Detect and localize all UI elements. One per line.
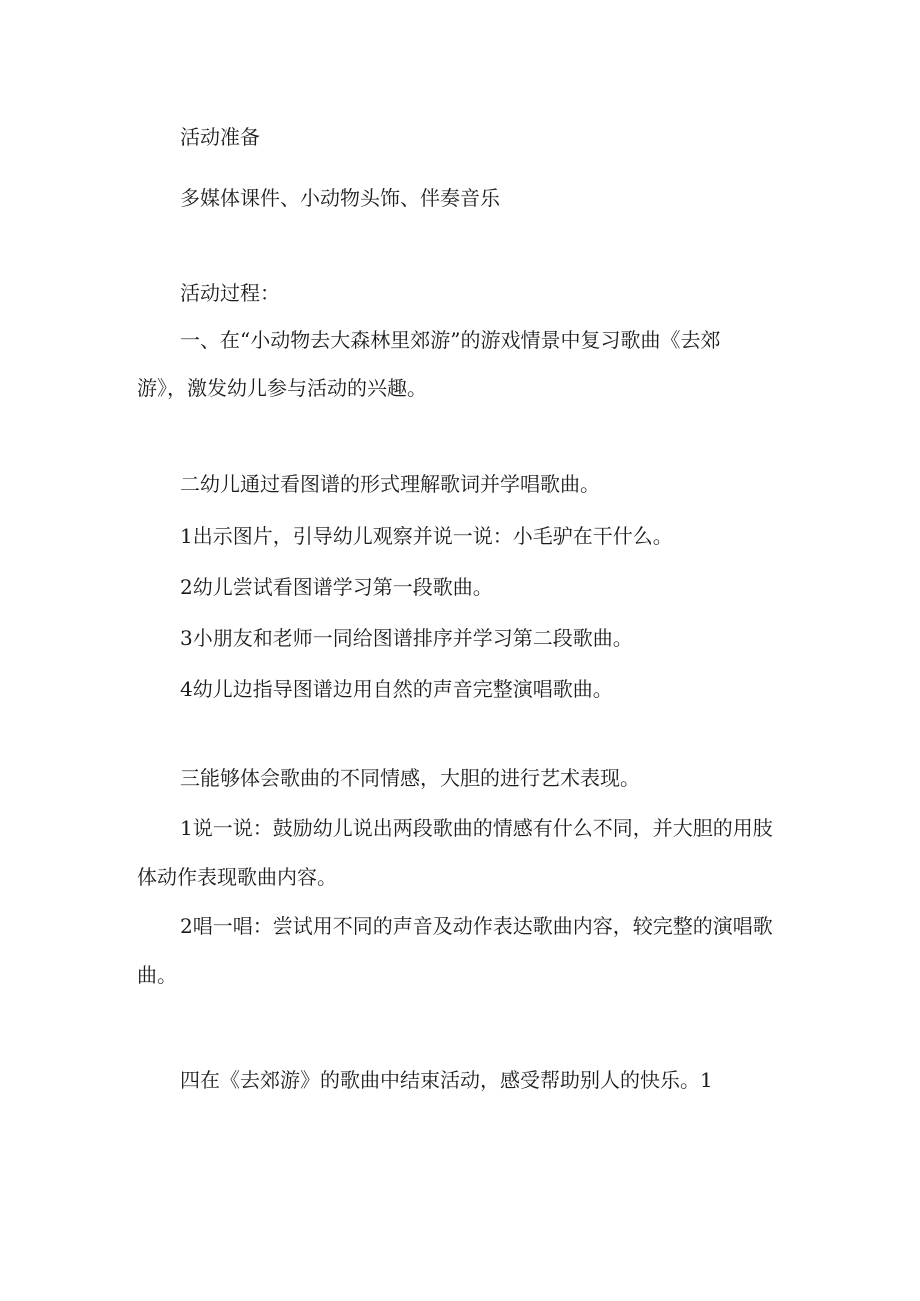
process-heading: 活动过程：: [180, 281, 280, 305]
step3-item2-line2: 曲。: [137, 963, 177, 987]
step2-title: 二幼儿通过看图谱的形式理解歌词并学唱歌曲。: [180, 472, 600, 496]
step2-item3: 3小朋友和老师一同给图谱排序并学习第二段歌曲。: [180, 626, 633, 650]
step3-item1-line2: 体动作表现歌曲内容。: [137, 865, 337, 889]
prep-heading: 活动准备: [180, 125, 260, 149]
step1-line1: 一、在“小动物去大森林里郊游”的游戏情景中复习歌曲《去郊: [180, 328, 721, 352]
step2-item1: 1出示图片，引导幼儿观察并说一说：小毛驴在干什么。: [180, 524, 673, 548]
step2-item2: 2幼儿尝试看图谱学习第一段歌曲。: [180, 575, 493, 599]
step3-title: 三能够体会歌曲的不同情感，大胆的进行艺术表现。: [180, 766, 640, 790]
step1-line2: 游》，激发幼儿参与活动的兴趣。: [137, 376, 427, 400]
step3-item2-line1: 2唱一唱：尝试用不同的声音及动作表达歌曲内容，较完整的演唱歌: [180, 914, 773, 938]
prep-items: 多媒体课件、小动物头饰、伴奏音乐: [180, 186, 500, 210]
step3-item1-line1: 1说一说：鼓励幼儿说出两段歌曲的情感有什么不同，并大胆的用肢: [180, 816, 773, 840]
step4-title: 四在《去郊游》的歌曲中结束活动，感受帮助别人的快乐。1: [180, 1068, 713, 1092]
step2-item4: 4幼儿边指导图谱边用自然的声音完整演唱歌曲。: [180, 677, 613, 701]
